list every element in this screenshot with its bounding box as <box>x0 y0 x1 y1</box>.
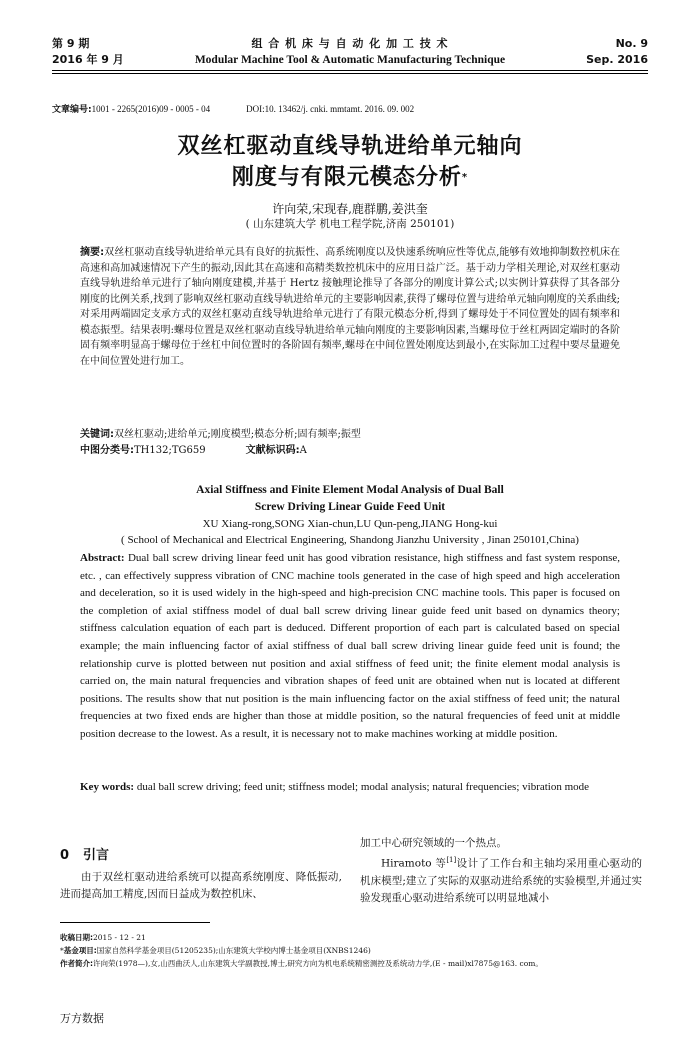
keywords-cn-label: 关键词: <box>80 429 114 440</box>
body-right-column <box>360 835 642 907</box>
title-line-2: 刚度与有限元模态分析 <box>231 165 462 190</box>
keywords-en <box>80 779 620 797</box>
fund-label: 基金项目: <box>63 946 97 955</box>
section-title: 引言 <box>83 848 110 863</box>
watermark: 万方数据 <box>60 1012 104 1025</box>
issue-cn: 第 9 期 <box>52 37 90 50</box>
date-en: Sep. 2016 <box>586 53 648 66</box>
header-rule-top <box>52 70 648 71</box>
title-en-line-2: Screw Driving Linear Guide Feed Unit <box>254 501 446 513</box>
article-no: 1001 - 2265(2016)09 - 0005 - 04 <box>91 104 211 114</box>
header-rule-bottom <box>52 73 648 74</box>
citation-ref: [1] <box>446 856 457 864</box>
footnote-rule <box>60 922 210 923</box>
date-cn: 2016 年 9 月 <box>52 53 124 66</box>
journal-title-cn: 组 合 机 床 与 自 动 化 加 工 技 术 <box>251 37 449 50</box>
intro-paragraph: 由于双丝杠驱动进给系统可以提高系统刚度、降低振动,进而提高加工精度,因而日益成为数控机床、 <box>60 871 342 900</box>
article-no-label: 文章编号: <box>52 105 92 115</box>
abstract-cn <box>80 245 620 369</box>
section-heading-intro <box>60 844 109 863</box>
title-footnote-mark: * <box>461 172 469 183</box>
hiramoto-paragraph <box>360 852 642 907</box>
footnote-author <box>60 958 660 970</box>
clc-code: TH132;TG659 <box>134 445 206 456</box>
doc-code-label: 文献标识码: <box>245 445 300 456</box>
received-date: 2015 - 12 - 21 <box>93 933 146 942</box>
header-left <box>52 36 124 68</box>
clc-label: 中图分类号: <box>80 445 134 456</box>
article-meta <box>52 102 648 115</box>
affiliation-en: ( School of Mechanical and Electrical Engineering, Shandong Jianzhu University , Jinan 250101,China) <box>121 534 579 546</box>
footnote-received <box>60 932 660 944</box>
author-bio-label: 作者简介: <box>60 959 93 968</box>
keywords-en-text: dual ball screw driving; feed unit; stiffness model; modal analysis; natural frequencies; vibration mode <box>136 781 590 793</box>
authors-en: XU Xiang-rong,SONG Xian-chun,LU Qun-peng,JIANG Hong-kui <box>202 518 498 530</box>
issue-en: No. 9 <box>615 37 648 50</box>
doc-code: A <box>299 445 307 456</box>
classification <box>80 443 307 458</box>
received-label: 收稿日期: <box>60 933 93 942</box>
footnote-fund <box>60 945 660 957</box>
title-en <box>80 482 620 516</box>
keywords-cn-text: 双丝杠驱动;进给单元;刚度模型;模态分析;固有频率;振型 <box>114 429 361 440</box>
hiramoto-text-b: 设计了工作台和主轴均采用重心驱动的机床模型;建立了实际的双驱动进给系统的实验模型,并通过实验发现重心驱动进给系统可以明显地减小 <box>360 857 643 904</box>
abstract-cn-label: 摘要: <box>80 247 105 258</box>
hiramoto-text-a: Hiramoto 等 <box>381 857 447 870</box>
header-right <box>586 36 648 68</box>
paper-title <box>60 131 640 193</box>
intro-paragraph-cont: 加工中心研究领域的一个热点。 <box>360 837 507 849</box>
abstract-cn-text: 双丝杠驱动直线导轨进给单元具有良好的抗振性、高系统刚度以及快速系统响应性等优点,能够有效地抑制数控机床在高速和高加减速情况下产生的振动,因此其在高速和高精类数控机床中的应用日益广泛。基于动力学相关理论,对双丝杠驱动直线导轨进给单元进行了轴向刚度建模,并基于 Hertz 接触理论推导了各部分的刚度计算公式;以实例计算获得了其各部分刚度的比例关系,找到了影响双丝杠驱动直线导轨进给单元的主要影响因素,获得了螺母位置与进给单元轴向刚度的关系曲线;对采用两端固定支承方式的双丝杠驱动直线导轨进给单元进行了有限元模态分析,得到了螺母处于不同位置处的固有频率和模态振型。结果表明:螺母位置是双丝杠驱动直线导轨进给单元轴向刚度的主要影响因素,当螺母位于丝杠两固定端时的各阶固有频率明显高于螺母位于丝杠中间位置时的各阶固有频率,螺母在中间位置处刚度达到最小,在实际加工过程中要尽量避免在中间位置处进行加工。 <box>80 247 620 367</box>
affiliation: ( 山东建筑大学 机电工程学院,济南 250101) <box>245 218 455 230</box>
fund-mark: * <box>60 946 64 955</box>
doi: DOI:10. 13462/j. cnki. mmtamt. 2016. 09. 002 <box>246 104 415 114</box>
body-left-column <box>60 869 342 903</box>
abstract-en-text: Dual ball screw driving linear feed unit has good vibration resistance, high stiffness and fast system response, etc. , can effectively suppress vibration of CNC machine tools generated in the case of high speed and high acceleration and deceleration, so it is used widely in the high-speed and high-precision CNC machine tools. This paper is focused on the completion of axial stiffness model of dual ball screw driving linear guide feed unit based on dynamics theory; stiffness calculation equation of each part is deduced. Different proportion of each part is calculated based on special example; the main influencing factor of axial stiffness of dual ball screw driving linear guide feed unit is found; the relationship curve is plotted between nut position and axial stiffness of feed unit; the finite element modal analysis is carried on, the main natural frequencies and vibration shapes of feed unit are obtained when nut is located at different positions. The results show that nut position is the main influencing factor on the axial stiffness of feed unit; the natural frequencies at two fixed ends are higher than those at middle position, so the natural frequencies of feed unit at middle position decrease to the lowest. As a result, it is necessary not to make machines working at middle position. <box>80 552 621 740</box>
fund-text: 国家自然科学基金项目(51205235);山东建筑大学校内博士基金项目(XNBS1246) <box>96 946 371 955</box>
title-en-line-1: Axial Stiffness and Finite Element Modal Analysis of Dual Ball <box>196 484 504 496</box>
abstract-en-label: Abstract: <box>80 552 125 564</box>
journal-title-en: Modular Machine Tool & Automatic Manufacturing Technique <box>194 54 506 66</box>
keywords-cn <box>80 427 620 442</box>
authors: 许向荣,宋现春,鹿群鹏,姜洪奎 <box>272 202 428 216</box>
title-line-1: 双丝杠驱动直线导轨进给单元轴向 <box>177 134 523 159</box>
section-number: 0 <box>60 848 70 863</box>
header-center <box>150 36 550 68</box>
keywords-en-label: Key words: <box>80 781 135 793</box>
abstract-en <box>80 550 620 744</box>
author-bio-text: 许向荣(1978—),女,山西曲沃人,山东建筑大学副教授,博士,研究方向为机电系统精密测控及系统动力学,(E - mail)xl7875@163. com。 <box>93 959 543 968</box>
